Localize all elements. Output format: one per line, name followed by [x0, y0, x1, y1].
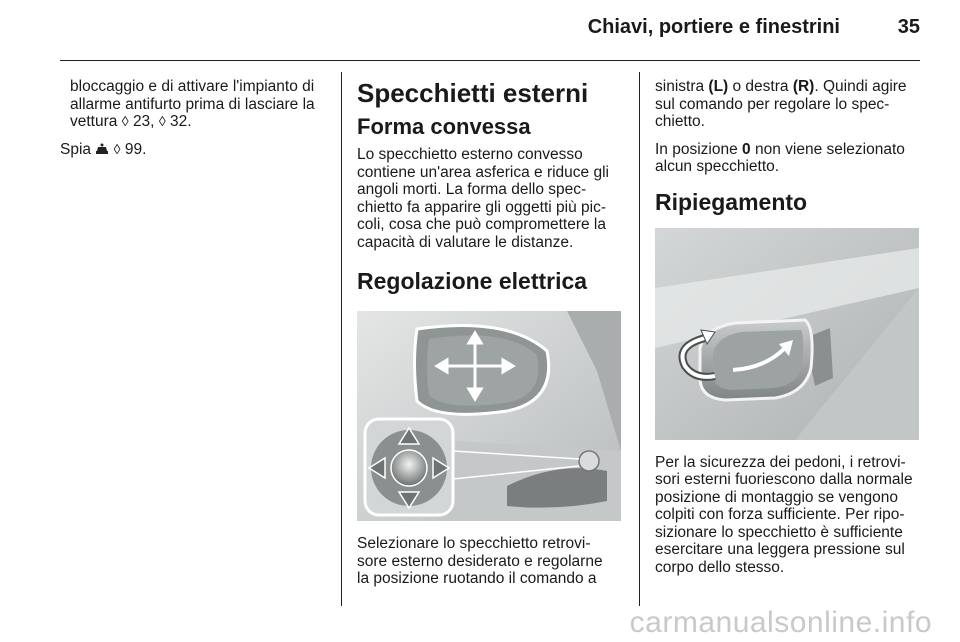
text-line: contiene un'area asferica e riduce gli — [357, 163, 609, 181]
text-line: posizione di montaggio se vengono — [655, 488, 899, 506]
paragraph — [60, 141, 330, 159]
mirror-fold-illustration — [655, 228, 919, 440]
page-header — [0, 0, 960, 62]
bold-run: 0 — [742, 140, 751, 158]
text-line: chietto fa apparire gli oggetti più pic- — [357, 198, 607, 216]
paragraph — [655, 78, 921, 131]
car-alarm-icon — [95, 143, 109, 155]
text-line: Per la sicurezza dei pedoni, i retrovi- — [655, 453, 906, 471]
page-reference[interactable]: 99. — [124, 140, 147, 158]
subsection-title: Ripiegamento — [655, 188, 808, 215]
page-reference[interactable]: 32. — [170, 113, 192, 130]
paragraph — [60, 78, 330, 131]
header-rule — [60, 60, 920, 61]
text-line: coli, cosa che può compromettere la — [357, 216, 606, 233]
bold-run: (R) — [792, 78, 815, 95]
text-run: o destra — [728, 78, 793, 95]
text-line: sore esterno desiderato e regolarne — [357, 552, 603, 570]
reference-arrow-icon: ◊ — [158, 113, 166, 129]
subsection-title: Forma convessa — [357, 114, 531, 139]
chapter-title: Chiavi, portiere e finestrini — [587, 16, 840, 38]
watermark: carmanualsonline.info — [629, 606, 932, 639]
text-line: sizionare lo specchietto è sufficiente — [655, 523, 903, 541]
text-run: non viene selezionato — [750, 140, 905, 158]
page-reference[interactable]: 23, — [132, 113, 155, 130]
subsection-title: Regolazione elettrica — [357, 268, 588, 294]
text-line: esercitare una leggera pressione sul — [655, 541, 905, 558]
text-line: la posizione ruotando il comando a — [357, 570, 597, 587]
reference-arrow-icon: ◊ — [121, 113, 129, 129]
text-line: capacità di valutare le distanze. — [357, 233, 574, 251]
text-line: sori esterni fuoriescono dalla normale — [655, 471, 913, 488]
bold-run: (L) — [708, 78, 729, 95]
text-line: alcun specchietto. — [655, 158, 780, 175]
column-2 — [357, 78, 623, 598]
paragraph — [357, 146, 623, 251]
text-line: colpiti con forza sufficiente. Per ripo- — [655, 506, 905, 523]
text-line: sul comando per regolare lo spec- — [655, 95, 890, 113]
label-spia: Spia — [60, 140, 92, 158]
text-line: Selezionare lo specchietto retrovi- — [357, 535, 591, 552]
column-divider-1 — [341, 72, 342, 606]
paragraph — [655, 454, 921, 577]
text-line: corpo dello stesso. — [655, 558, 785, 576]
text-line: chietto. — [655, 113, 705, 130]
column-1 — [60, 78, 330, 168]
text-line: angoli morti. La forma dello spec- — [357, 181, 587, 198]
paragraph — [357, 535, 623, 588]
text-run: In posizione — [655, 140, 743, 158]
paragraph — [655, 141, 921, 176]
column-divider-2 — [639, 72, 640, 606]
section-title: Specchietti esterni — [357, 78, 589, 108]
paragraph-text: bloccaggio e di attivare l'impianto di allarme antifurto prima di lasciare la vettura — [70, 78, 315, 130]
text-line: Lo specchietto esterno convesso — [357, 146, 583, 163]
page-number: 35 — [897, 16, 920, 38]
text-run: . Quindi agire — [814, 78, 907, 95]
reference-arrow-icon: ◊ — [113, 140, 121, 157]
mirror-adjust-illustration — [357, 311, 621, 521]
column-3 — [655, 78, 921, 586]
text-run: sinistra — [655, 78, 709, 95]
